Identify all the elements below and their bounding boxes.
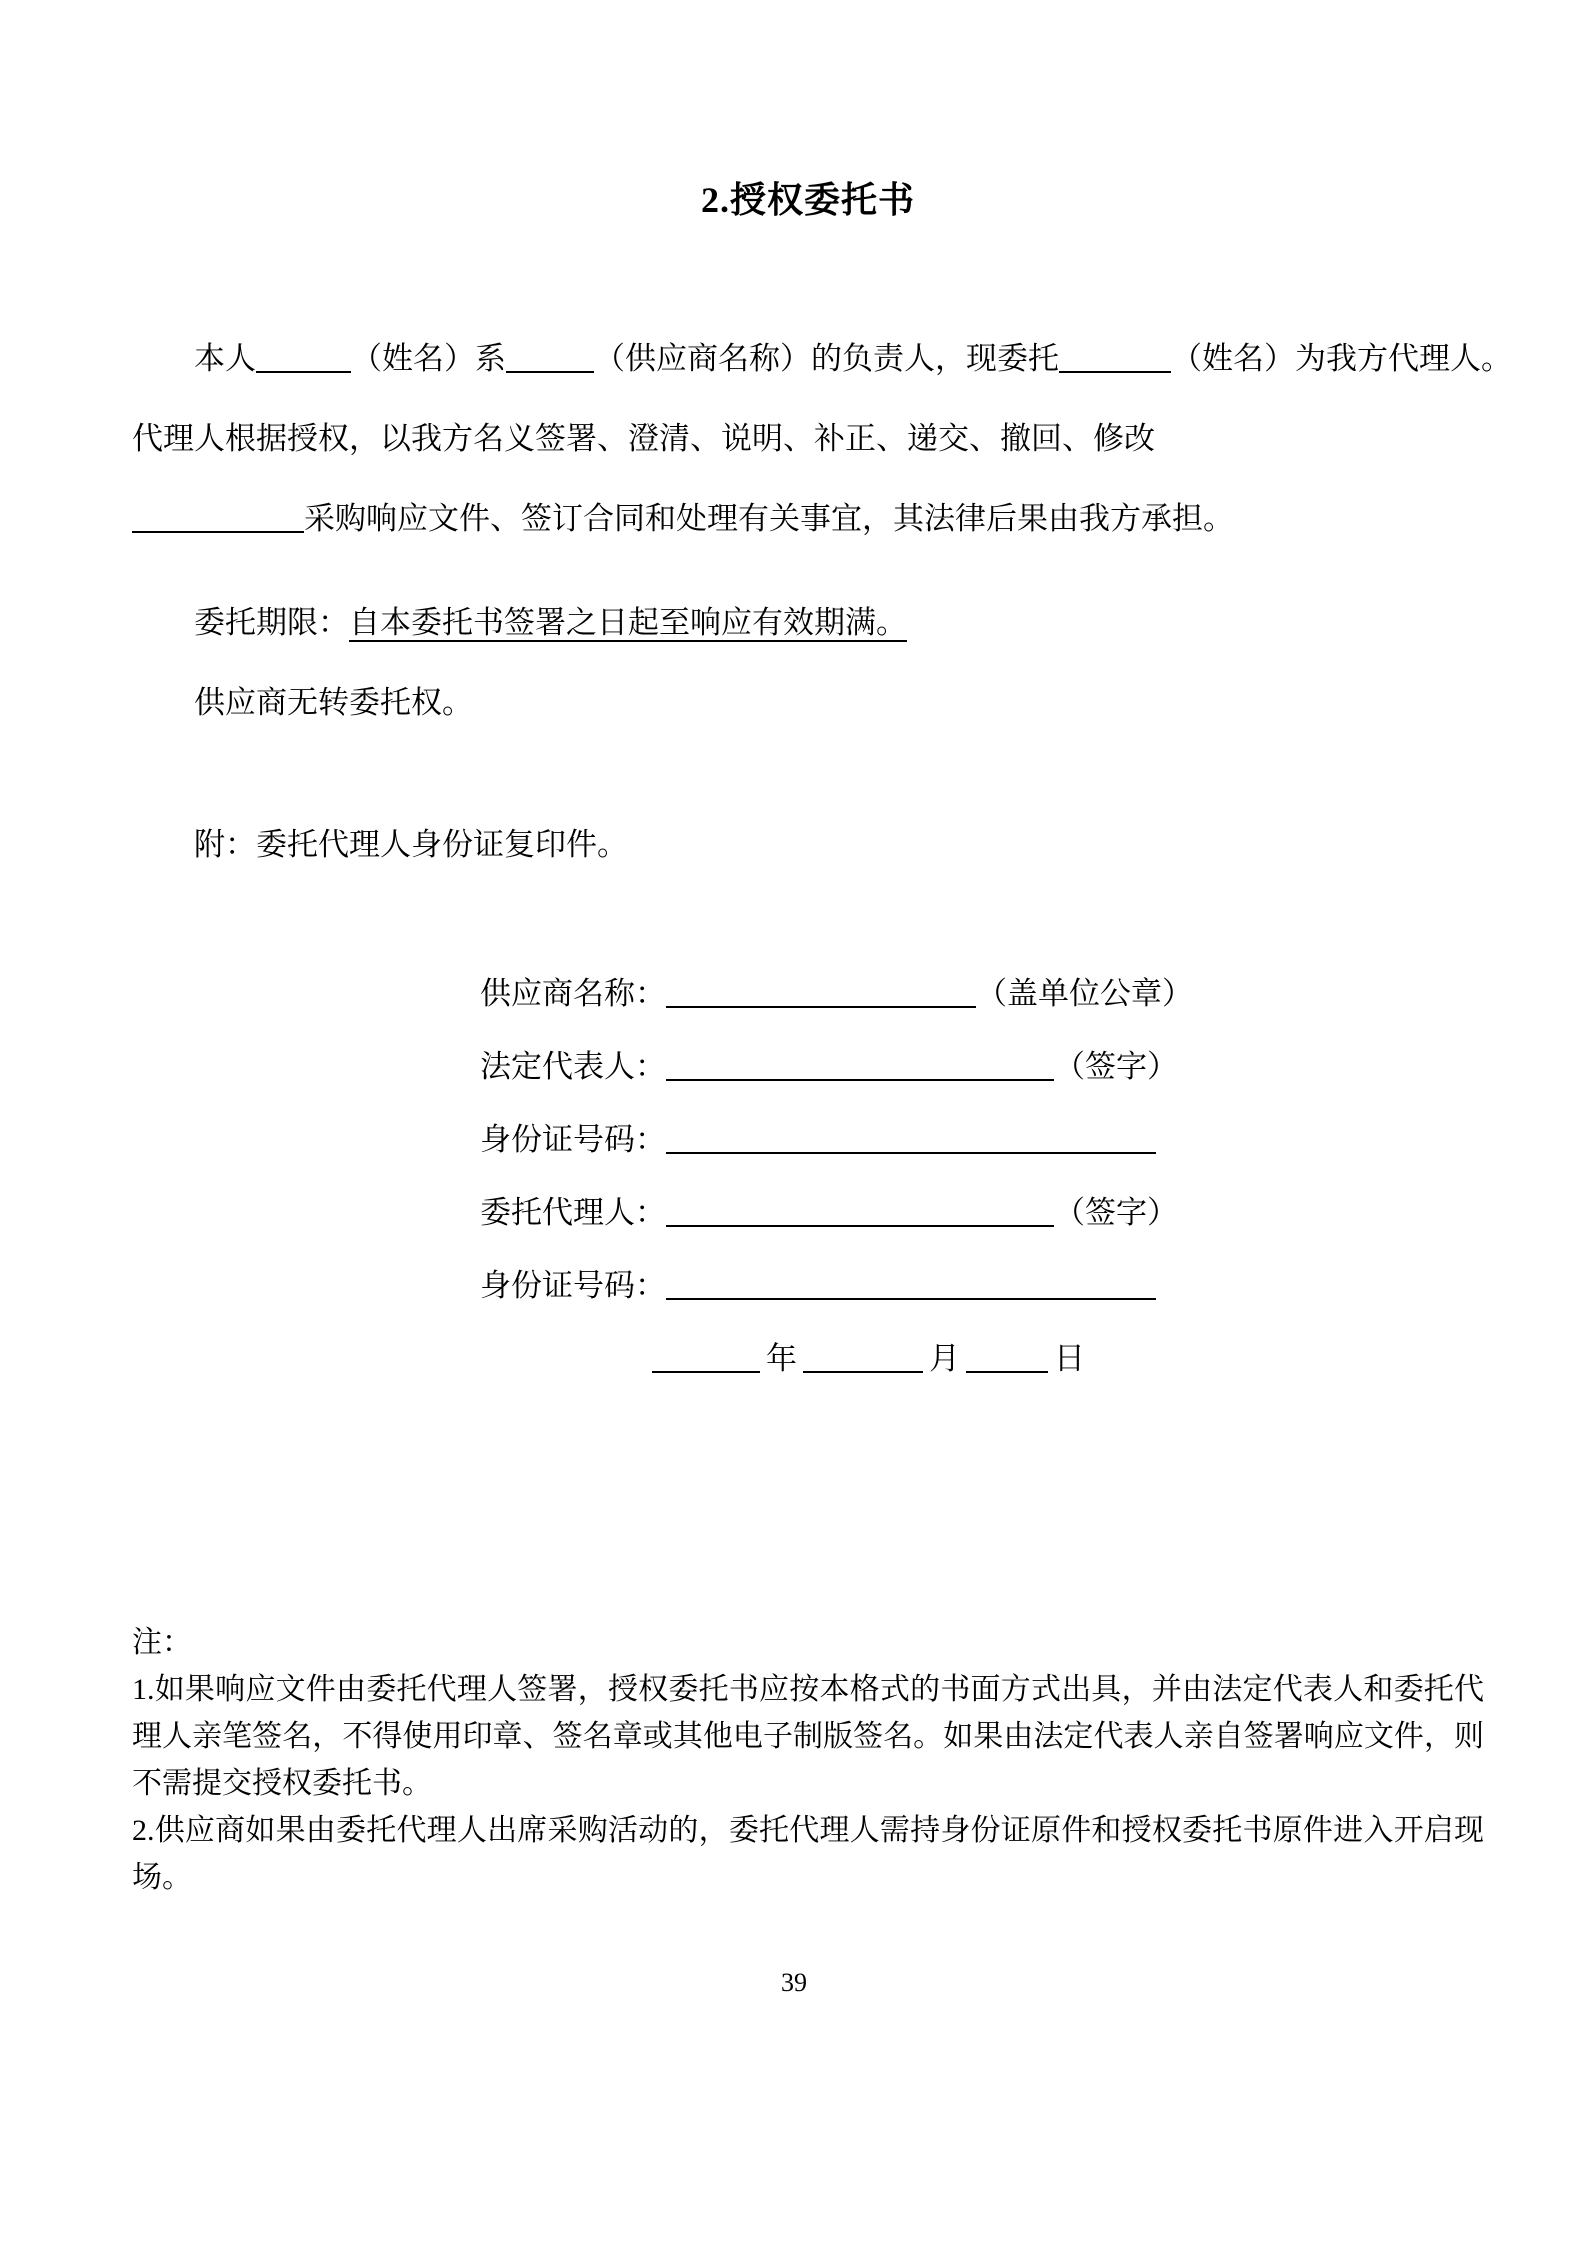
blank-principal-name [256, 337, 351, 373]
opening-line-2: 代理人根据授权，以我方名义签署、澄清、说明、补正、递交、撤回、修改 [132, 421, 1155, 456]
entrust-period-clause [132, 583, 1484, 663]
day-label: 日 [1054, 1341, 1085, 1376]
note-1: 1.如果响应文件由委托代理人签署，授权委托书应按本格式的书面方式出具，并由法定代表人和委托代理人亲笔签名，不得使用印章、签名章或其他电子制版签名。如果由法定代表人亲自签署响应文件，则不需提交授权委托书。 [132, 1673, 1484, 1800]
page-number: 39 [781, 1968, 807, 1997]
blank-agent-name [1059, 337, 1171, 373]
no-subdelegation-clause: 供应商无转委托权。 [194, 685, 473, 720]
supplier-seal-suffix: （盖单位公章） [976, 976, 1193, 1011]
blank-agent-id-field [666, 1264, 1156, 1300]
entrust-period-label: 委托期限： [194, 605, 349, 640]
year-label: 年 [766, 1341, 797, 1376]
page-title: 2.授权委托书 [700, 180, 915, 220]
date-row [652, 1322, 1484, 1395]
agent-id-row [480, 1249, 1484, 1322]
note-2: 2.供应商如果由委托代理人出席采购活动的，委托代理人需持身份证原件和授权委托书原件进入开启现场。 [132, 1814, 1484, 1894]
opening-seg5: 采购响应文件、签订合同和处理有关事宜，其法律后果由我方承担。 [304, 501, 1234, 536]
blank-legal-rep-id-field [666, 1118, 1156, 1154]
blank-month-field [803, 1337, 923, 1373]
blank-year-field [652, 1337, 760, 1373]
agent-row [480, 1176, 1484, 1249]
legal-rep-id-label: 身份证号码： [480, 1122, 666, 1157]
opening-line-3 [132, 479, 1484, 559]
blank-project-name [132, 497, 304, 533]
agent-sign-suffix: （签字） [1054, 1195, 1178, 1230]
agent-label: 委托代理人： [480, 1195, 666, 1230]
legal-rep-sign-suffix: （签字） [1054, 1049, 1178, 1084]
notes-section [132, 1619, 1484, 1901]
legal-rep-row [480, 1030, 1484, 1103]
month-label: 月 [929, 1341, 960, 1376]
supplier-name-label: 供应商名称： [480, 976, 666, 1011]
blank-supplier-name [506, 337, 594, 373]
blank-supplier-name-field [666, 972, 976, 1008]
opening-seg3: （供应商名称）的负责人，现委托 [594, 341, 1059, 376]
entrust-period-value: 自本委托书签署之日起至响应有效期满。 [349, 605, 907, 640]
blank-legal-rep-field [666, 1045, 1054, 1081]
opening-paragraph [132, 319, 1512, 559]
supplier-name-row [480, 957, 1484, 1030]
notes-heading: 注： [132, 1626, 192, 1659]
opening-line-1 [132, 319, 1512, 399]
agent-id-label: 身份证号码： [480, 1268, 666, 1303]
opening-seg2: （姓名）系 [351, 341, 506, 376]
opening-seg1: 本人 [194, 341, 256, 376]
blank-day-field [966, 1337, 1048, 1373]
attachment-clause: 附：委托代理人身份证复印件。 [194, 827, 628, 862]
opening-seg4: （姓名）为我方代理人。 [1171, 341, 1512, 376]
legal-rep-id-row [480, 1103, 1484, 1176]
blank-agent-field [666, 1191, 1054, 1227]
legal-rep-label: 法定代表人： [480, 1049, 666, 1084]
signature-form [132, 957, 1484, 1395]
